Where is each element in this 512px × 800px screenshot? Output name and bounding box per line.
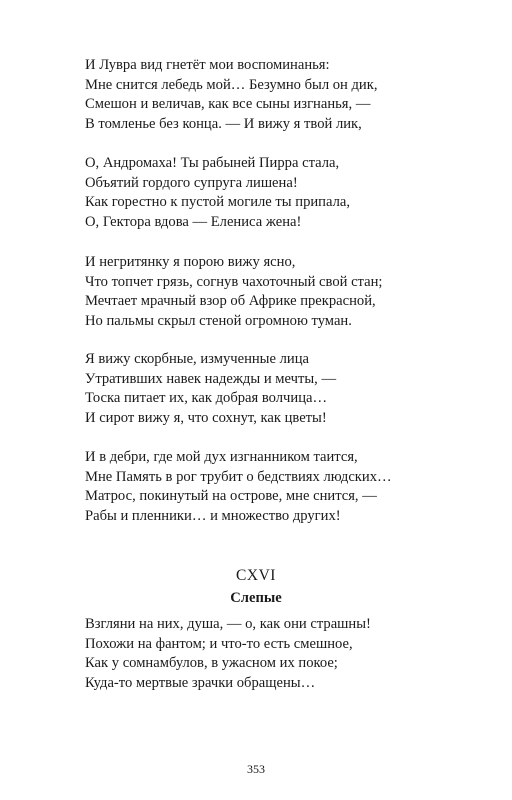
verse-line: Смешон и величав, как все сыны изгнанья, —	[85, 96, 371, 113]
stanza	[85, 615, 485, 693]
stanza	[85, 448, 485, 526]
verse-line: Мне снится лебедь мой… Безумно был он дик,	[85, 76, 378, 93]
verse-line: Как горестно к пустой могиле ты припала,	[85, 194, 350, 211]
page-number: 353	[247, 762, 265, 776]
verse-line: Матрос, покинутый на острове, мне снится, —	[85, 488, 377, 505]
verse-line: О, Гектора вдова — Елениса жена!	[85, 213, 302, 230]
verse-line: Как у сомнамбулов, в ужасном их покое;	[85, 655, 338, 672]
verse-line: Тоска питает их, как добрая волчица…	[85, 390, 328, 407]
stanza	[85, 350, 485, 428]
stanza	[85, 56, 485, 134]
verse-line: Мечтает мрачный взор об Африке прекрасной,	[85, 293, 376, 310]
verse-line: Похожи на фантом; и что-то есть смешное,	[85, 635, 353, 652]
verse-line: И негритянку я порою вижу ясно,	[85, 254, 296, 270]
verse-line: Куда-то мертвые зрачки обращены…	[85, 674, 316, 691]
verse-line: Что топчет грязь, согнув чахоточный свой стан;	[85, 273, 383, 290]
verse-line: Я вижу скорбные, измученные лица	[85, 351, 309, 367]
verse-line: В томленье без конца. — И вижу я твой лик,	[85, 115, 362, 132]
poem-number: CXVI	[236, 567, 276, 584]
verse-line: О, Андромаха! Ты рабыней Пирра стала,	[85, 155, 340, 171]
verse-line: Рабы и пленники… и множество других!	[85, 507, 341, 524]
verse-line: Утративших навек надежды и мечты, —	[85, 370, 337, 387]
verse-line: Но пальмы скрыл стеной огромною туман.	[85, 312, 352, 329]
verse-line: Взгляни на них, душа, — о, как они страшны!	[85, 616, 371, 632]
stanza	[85, 253, 485, 331]
poem-title: Слепые	[230, 590, 282, 606]
verse-line: И Лувра вид гнетёт мои воспоминанья:	[85, 57, 330, 73]
verse-line: Мне Память в рог трубит о бедствиях людских…	[85, 468, 392, 485]
stanza	[85, 154, 485, 232]
verse-line: И сирот вижу я, что сохнут, как цветы!	[85, 409, 327, 426]
verse-line: И в дебри, где мой дух изгнанником таится,	[85, 449, 358, 465]
verse-line: Объятий гордого супруга лишена!	[85, 174, 298, 191]
